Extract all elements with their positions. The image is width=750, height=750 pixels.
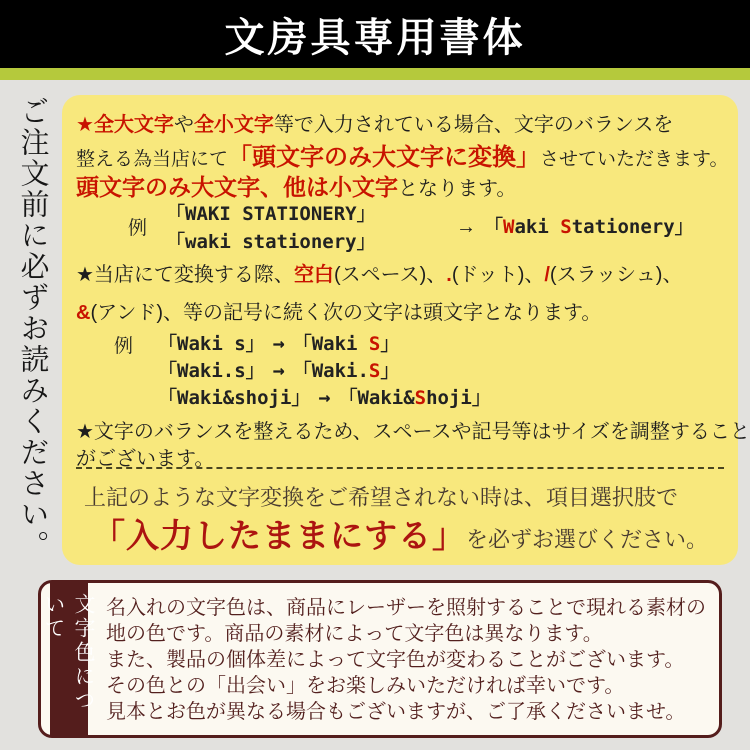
notice-footer-line2 [92,510,708,557]
notice-footer-line1: 上記のような文字変換をご希望されない時は、項目選択肢で [84,485,679,510]
example1-result [448,212,694,239]
text-color-info-box [38,580,722,738]
rule3-line2: がございます。 [76,448,215,470]
rule1-l2-post: させていただきます。 [540,149,729,170]
notice-footer-tail: を必ずお選びください。 [466,527,709,552]
rule1-line3 [76,169,516,202]
arrow-icon: → [272,358,285,382]
rule1-line2 [76,137,729,172]
example2-row: 「Waki s」 → 「Waki S」 [158,331,400,355]
keep-as-typed-label: 「入力したままにする」 [92,517,466,554]
rule1-star: ★ [76,114,94,136]
rule1-l2-pre: 整える為当店にて [76,149,229,170]
color-info-line: 名入れの文字色は、商品にレーザーを照射することで現れる素材の [106,597,706,619]
color-info-line: 見本とお色が異なる場合もございますが、ご了承くださいませ。 [106,701,686,723]
side-note-text: ご注文前に必ずお読みください。 [16,96,49,561]
text-color-tab-label: 文字色について [42,593,96,713]
rule1-l3-post: となります。 [398,178,517,200]
rule2-line2: &(アンド)、等の記号に続く次の文字は頭文字となります。 [76,302,602,324]
example1-input2: 「waki stationery」 [166,231,376,253]
notice-box [62,95,750,565]
example2-row: 「Waki&shoji」 → 「Waki&Shoji」 [158,385,491,409]
example2-label: 例 [114,336,134,357]
example1-output: 「Waki Stationery」 [484,216,694,238]
rule1-l3-red: 頭文字のみ大文字、他は小文字 [76,174,398,200]
arrow-icon: → [456,216,476,238]
text-color-tab [42,583,96,735]
rule1-red2: 全小文字 [193,114,274,136]
rule2-line1: ★当店にて変換する際、空白(スペース)、.(ドット)、/(スラッシュ)、 [76,264,683,286]
example2-row: 「Waki.s」 → 「Waki.S」 [158,358,400,382]
header-bar [0,0,750,68]
example1-label: 例 [128,218,148,239]
rule3-line1: ★文字のバランスを整えるため、スペースや記号等はサイズを調整すること [76,421,750,443]
page-title: 文房具専用書体 [224,15,526,60]
dashed-divider [76,467,724,469]
rule1-red1: 全大文字 [93,114,174,136]
arrow-icon: → [272,331,285,355]
rule1-line1 [76,108,673,137]
rule1-rest: 等で入力されている場合、文字のバランスを [273,114,674,136]
color-info-line: その色との「出会い」をお楽しみいただければ幸いです。 [106,675,625,697]
text-color-body [106,595,709,725]
color-info-line: 地の色です。商品の素材によって文字色は異なります。 [106,623,603,645]
color-info-line: また、製品の個体差によって文字色が変わることがございます。 [106,649,685,671]
rule1-mid: や [173,114,194,136]
side-vertical-note [0,96,64,566]
rule1-l2-red: 「頭文字のみ大文字に変換」 [228,144,541,171]
arrow-icon: → [318,385,331,409]
accent-stripe [0,68,750,80]
example1-input1: 「WAKI STATIONERY」 [166,203,376,225]
